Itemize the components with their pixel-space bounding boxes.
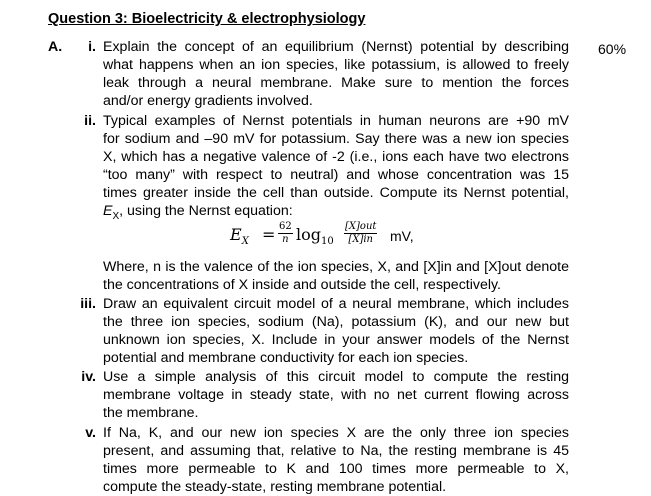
- ratio-denominator: [X]in: [348, 234, 373, 245]
- item-v-line-2: present, and assuming that, relative to Na, the resting membrane is 45: [103, 443, 569, 459]
- ratio-numerator: [X]out: [345, 221, 377, 232]
- item-iii-numeral: iii.: [80, 296, 96, 312]
- item-v-numeral: v.: [85, 425, 96, 441]
- item-i-line-4: and/or energy gradients involved.: [103, 93, 313, 109]
- item-ii-line-6-text: using the Nernst equation:: [127, 203, 293, 219]
- item-iv-line-2: membrane voltage in steady state, with no net current flowing across: [103, 387, 569, 403]
- item-iii-line-1: Draw an equivalent circuit model of a neural membrane, which includes: [103, 296, 569, 312]
- item-ii-line-1: Typical examples of Nernst potentials in human neurons are +90 mV: [103, 113, 569, 129]
- item-i-line-3: leak through a neural membrane. Make sure to mention the forces: [103, 75, 569, 91]
- nernst-equation: [230, 218, 440, 258]
- item-ii-line-4: “too many” with respect to neutral) and whose concentration was 15: [103, 167, 569, 183]
- item-iii-text: [103, 295, 569, 367]
- item-iv-line-1: Use a simple analysis of this circuit model to compute the resting: [103, 369, 569, 385]
- item-i-line-1: Explain the concept of an equilibrium (Nernst) potential by describing: [103, 39, 569, 55]
- item-i-line-2: what happens when an ion species, like potassium, is allowed to freely: [103, 57, 569, 73]
- item-v-line-3: times more permeable to K and 100 times more permeable to X,: [103, 461, 569, 477]
- item-v-line-1: If Na, K, and our new ion species X are the only three ion species: [103, 425, 569, 441]
- equation-ratio: [344, 221, 377, 246]
- part-letter: A.: [48, 39, 63, 55]
- equation-log: [296, 226, 334, 251]
- equation-coefficient: [278, 221, 293, 246]
- equation-lhs: [230, 226, 249, 251]
- equation-e: E: [230, 225, 242, 244]
- coefficient-denominator: n: [282, 234, 289, 245]
- part-weight: 60%: [598, 41, 627, 57]
- item-iii-line-4: potential and membrane conductivity for each ion species.: [103, 350, 469, 366]
- item-i-text: [103, 38, 569, 110]
- item-ii-numeral: ii.: [84, 113, 96, 129]
- item-v-text: [103, 424, 569, 496]
- where-line-2: the concentrations of X inside and outside the cell, respectively.: [103, 277, 502, 293]
- ex-symbol: E: [103, 203, 113, 219]
- where-line-1: Where, n is the valence of the ion species, X, and [X]in and [X]out denote: [103, 259, 569, 275]
- item-ii-line-2: for sodium and –90 mV for potassium. Say there was a new ion species: [103, 131, 569, 147]
- item-ii-line-3: X, which has a negative valence of -2 (i.e., ions each have two electrons: [103, 149, 569, 165]
- item-iv-line-3: the membrane.: [103, 405, 199, 421]
- item-v-line-4: compute the steady-state, resting membrane potential.: [103, 479, 447, 495]
- item-iv-text: [103, 368, 569, 422]
- coefficient-numerator: 62: [279, 221, 292, 232]
- item-iii-line-2: the three ion species, sodium (Na), potassium (K), and our new but: [103, 314, 569, 330]
- ex-sub: X: [112, 210, 120, 222]
- ex-sep: ,: [119, 203, 124, 219]
- equation-units: mV,: [390, 228, 414, 244]
- item-iii-line-3: unknown ion species, X. Include in your answer models of the Nernst: [103, 332, 569, 348]
- item-i-numeral: i.: [88, 39, 96, 55]
- equation-e-sub: X: [241, 236, 249, 248]
- equation-equals: =: [262, 225, 276, 244]
- item-ii-where: [103, 258, 569, 294]
- question-title: Question 3: Bioelectricity & electrophysiology: [48, 11, 366, 27]
- log-text: log: [296, 225, 321, 244]
- item-iv-numeral: iv.: [81, 369, 96, 385]
- log-base: 10: [321, 236, 334, 248]
- item-ii-text: [103, 112, 569, 226]
- item-ii-line-5: times greater inside the cell than outside. Compute its Nernst potential,: [103, 185, 569, 201]
